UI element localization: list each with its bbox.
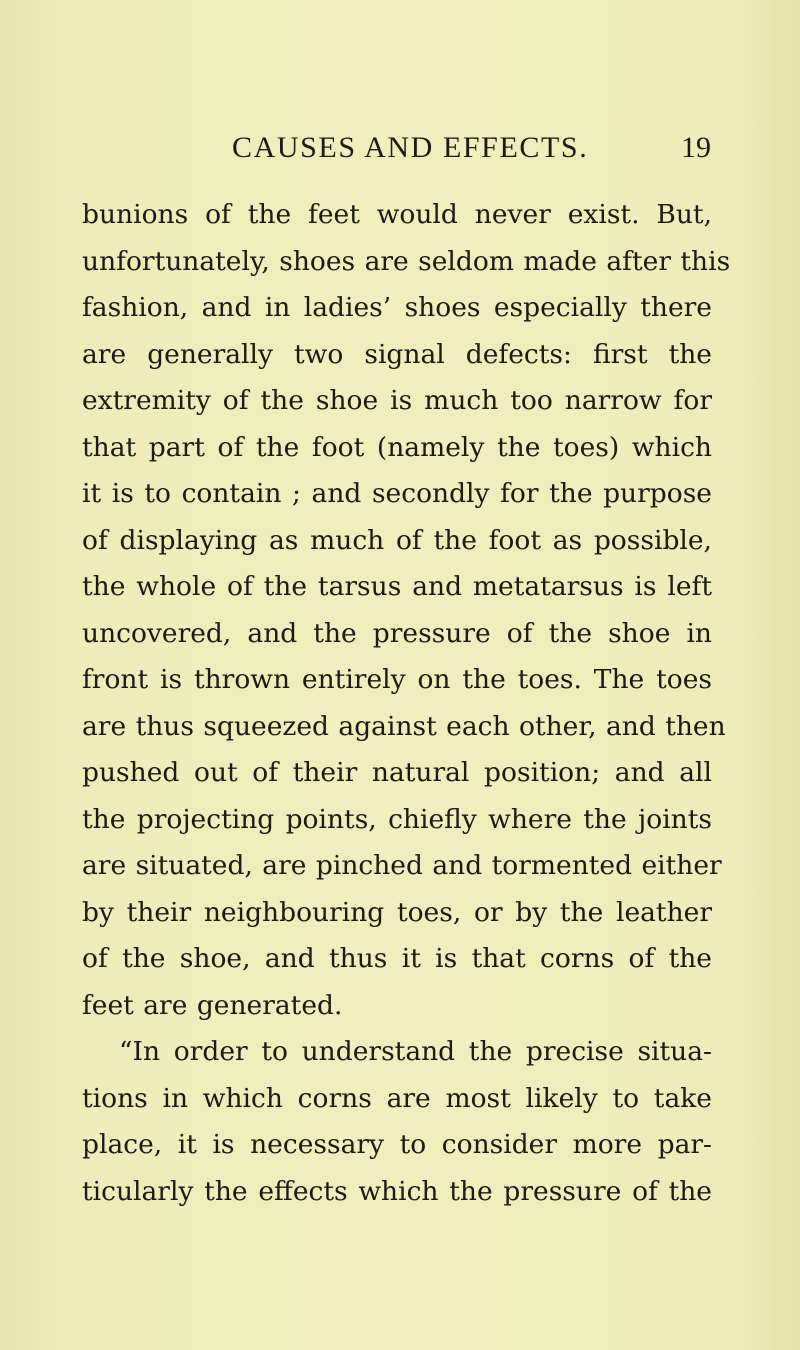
text-line: that part of the foot (namely the toes) which — [82, 431, 712, 463]
text-line: of the shoe, and thus it is that corns of the — [82, 943, 712, 974]
text-line: fashion, and in ladies’ shoes especially there — [82, 292, 712, 323]
text-line: front is thrown entirely on the toes. The toes — [82, 664, 712, 695]
text-line: tions in which corns are most likely to take — [82, 1082, 712, 1114]
text-line: the whole of the tarsus and metatarsus is left — [82, 571, 712, 602]
text-line-paragraph-end: feet are generated. — [82, 989, 343, 1021]
page-number: 19 — [681, 131, 711, 164]
text-line: it is to contain ; and secondly for the purpose — [82, 478, 712, 509]
text-line: extremity of the shoe is much too narrow for — [82, 385, 712, 416]
body-text — [82, 192, 731, 1215]
text-line: bunions of the feet would never exist. But, — [82, 199, 712, 230]
text-line: are thus squeezed against each other, and then — [82, 710, 726, 742]
text-line: by their neighbouring toes, or by the leather — [82, 896, 712, 928]
text-line: of displaying as much of the foot as possible, — [82, 524, 712, 556]
running-head — [0, 128, 800, 168]
text-line: uncovered, and the pressure of the shoe in — [82, 617, 712, 649]
text-line: the projecting points, chiefly where the joints — [82, 803, 712, 835]
text-line: ticularly the effects which the pressure of the — [82, 1175, 712, 1207]
text-line: place, it is necessary to consider more par- — [82, 1129, 712, 1160]
text-line-paragraph-start: “In order to understand the precise situa- — [119, 1036, 712, 1067]
text-line: are generally two signal defects: first the — [82, 338, 712, 370]
text-line: pushed out of their natural position; and all — [82, 757, 712, 788]
running-title: CAUSES AND EFFECTS. — [232, 131, 589, 164]
text-line: are situated, are pinched and tormented either — [82, 850, 722, 881]
text-line: unfortunately, shoes are seldom made after this — [82, 245, 731, 277]
